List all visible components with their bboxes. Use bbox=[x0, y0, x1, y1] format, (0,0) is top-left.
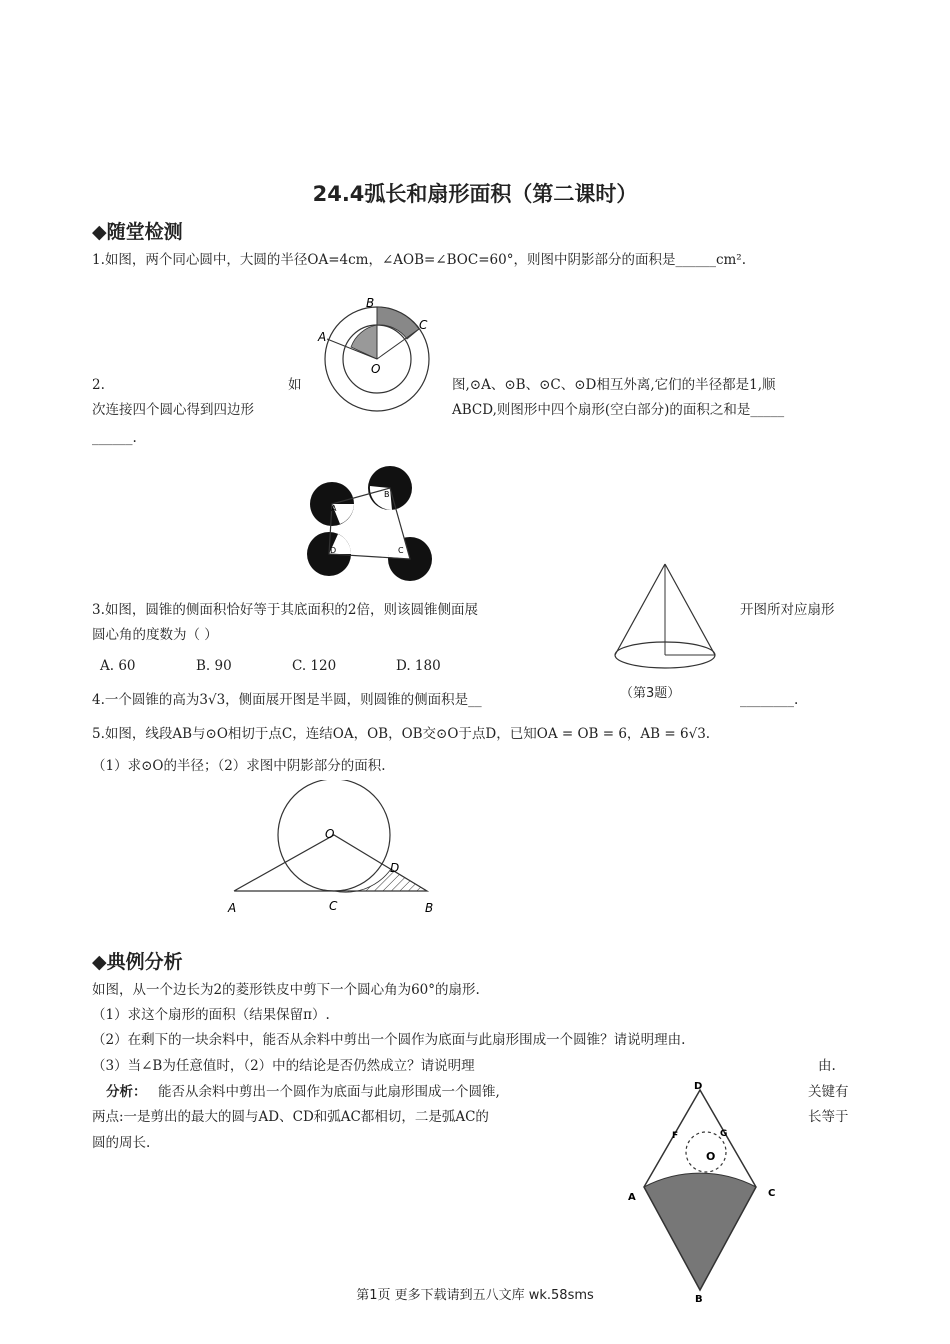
analysis-line-1-part-a: 能否从余料中剪出一个圆作为底面与此扇形围成一个圆锥, bbox=[158, 1084, 500, 1100]
fig5-label-a: A bbox=[228, 901, 237, 915]
figure-tangent-circle bbox=[222, 780, 442, 920]
question-3-part-b: 开图所对应扇形 bbox=[740, 602, 835, 618]
question-1: 1.如图，两个同心圆中，大圆的半径OA=4cm，∠AOB=∠BOC=60°，则图中阴影部分的面积是______cm². bbox=[92, 252, 747, 268]
analysis-label: 分析： bbox=[106, 1084, 147, 1100]
figure-four-circles bbox=[300, 460, 440, 585]
question-5-part-b: （1）求⊙O的半径；（2）求图中阴影部分的面积. bbox=[92, 758, 386, 774]
page-title: 24.4弧长和扇形面积（第二课时） bbox=[312, 182, 638, 206]
option-b: B. 90 bbox=[196, 658, 232, 674]
question-3-part-c: 圆心角的度数为（ ） bbox=[92, 627, 218, 643]
question-2-part-a: 2. bbox=[92, 377, 105, 393]
fig6-label-b: B bbox=[695, 1294, 703, 1304]
fig5-label-b: B bbox=[425, 901, 434, 915]
question-2-part-c: 图,⊙A、⊙B、⊙C、⊙D相互外离,它们的半径都是1,顺 bbox=[452, 377, 776, 393]
fig6-label-d: D bbox=[694, 1081, 703, 1092]
example-line-4-part-b: 由. bbox=[818, 1058, 836, 1074]
section-heading-quiz: ◆随堂检测 bbox=[92, 221, 183, 243]
fig1-label-b: B bbox=[366, 296, 375, 310]
question-5-part-a: 5.如图，线段AB与⊙O相切于点C，连结OA，OB，OB交⊙O于点D，已知OA = OB = 6，AB = 6√3. bbox=[92, 726, 711, 742]
analysis-line-2-part-a: 两点:一是剪出的最大的圆与AD、CD和弧AC都相切，二是弧AC的 bbox=[92, 1109, 489, 1125]
option-a: A. 60 bbox=[100, 658, 136, 674]
fig1-label-a: A bbox=[318, 330, 327, 344]
fig6-label-f: F bbox=[672, 1131, 679, 1141]
fig2-label-c: C bbox=[398, 546, 404, 555]
fig6-label-g: G bbox=[720, 1129, 728, 1139]
analysis-line-1-part-b: 关键有 bbox=[808, 1084, 849, 1100]
option-d: D. 180 bbox=[396, 658, 441, 674]
fig2-label-b: B bbox=[384, 490, 390, 499]
figure-concentric-circles bbox=[315, 295, 445, 415]
example-line-4-part-a: （3）当∠B为任意值时，（2）中的结论是否仍然成立？请说明理 bbox=[92, 1058, 475, 1074]
fig6-label-a: A bbox=[628, 1192, 636, 1203]
page-footer: 第1页 更多下载请到五八文库 wk.58sms bbox=[356, 1288, 594, 1303]
figure-cone bbox=[610, 558, 720, 673]
fig5-label-c: C bbox=[329, 899, 338, 913]
fig5-label-d: D bbox=[390, 861, 400, 875]
section-heading-example: ◆典例分析 bbox=[92, 951, 183, 973]
example-line-2: （1）求这个扇形的面积（结果保留π）. bbox=[92, 1007, 330, 1023]
question-4-part-b: ________. bbox=[740, 692, 799, 708]
fig2-label-d: D bbox=[330, 546, 337, 555]
question-2-part-f: ______. bbox=[92, 430, 137, 446]
question-2-part-d: 次连接四个圆心得到四边形 bbox=[92, 402, 254, 418]
fig1-label-o: O bbox=[371, 362, 381, 376]
question-4-part-a: 4.一个圆锥的高为3√3，侧面展开图是半圆，则圆锥的侧面积是__ bbox=[92, 692, 482, 708]
example-line-3: （2）在剩下的一块余料中，能否从余料中剪出一个圆作为底面与此扇形围成一个圆锥？请说明理由. bbox=[92, 1032, 686, 1048]
question-2-part-e: ABCD,则图形中四个扇形(空白部分)的面积之和是_____ bbox=[452, 402, 785, 418]
fig2-label-a: A bbox=[331, 504, 337, 513]
analysis-line-3: 圆的周长. bbox=[92, 1135, 151, 1151]
question-2-part-b: 如 bbox=[288, 377, 302, 393]
fig5-label-o: O bbox=[325, 827, 335, 841]
analysis-line-2-part-b: 长等于 bbox=[808, 1109, 849, 1125]
fig1-label-c: C bbox=[419, 318, 428, 332]
example-line-1: 如图，从一个边长为2的菱形铁皮中剪下一个圆心角为60°的扇形. bbox=[92, 982, 480, 998]
figure-3-caption: （第3题） bbox=[620, 686, 681, 701]
question-3-part-a: 3.如图，圆锥的侧面积恰好等于其底面积的2倍，则该圆锥侧面展 bbox=[92, 602, 478, 618]
fig6-label-o: O bbox=[706, 1150, 716, 1163]
fig6-label-c: C bbox=[768, 1188, 776, 1199]
option-c: C. 120 bbox=[292, 658, 337, 674]
figure-rhombus-sector bbox=[618, 1072, 788, 1304]
